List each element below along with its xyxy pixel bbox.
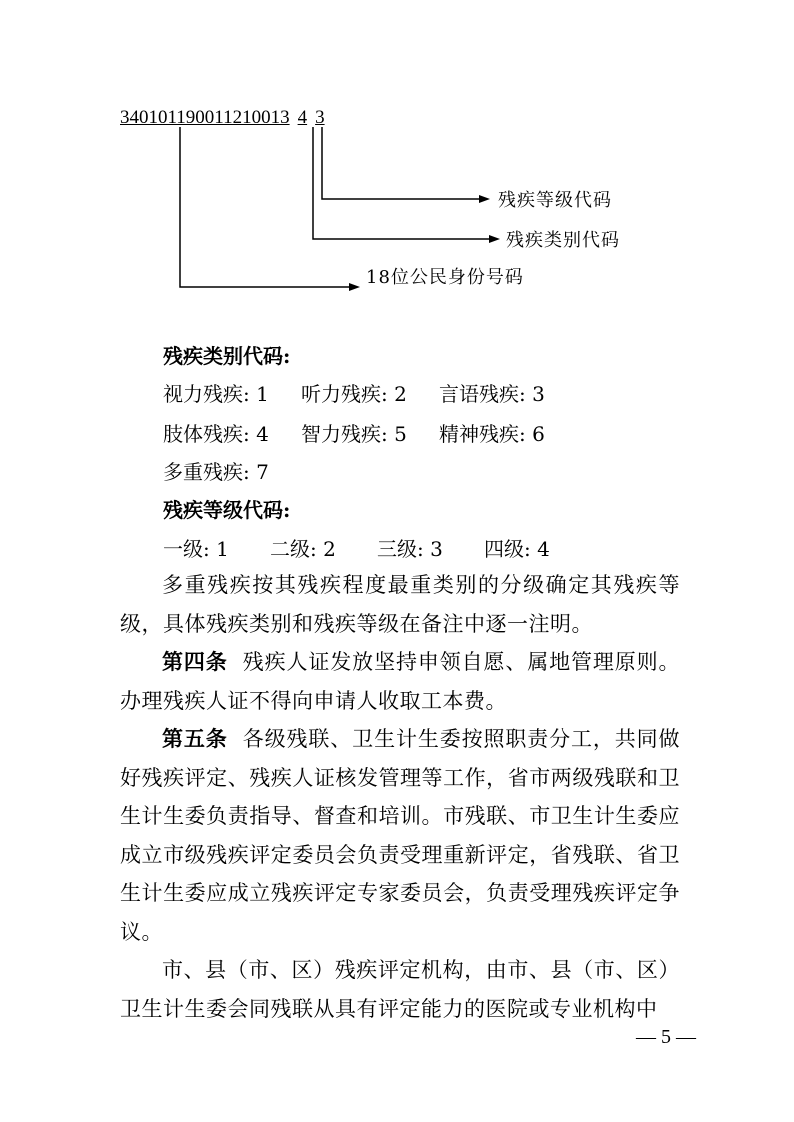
grade-row (163, 533, 550, 562)
body-text (120, 566, 680, 1028)
grade-item: 三级: 3 (377, 537, 443, 561)
category-row-2 (163, 418, 545, 447)
category-item: 言语残疾: 3 (439, 382, 545, 406)
article-5 (120, 720, 680, 951)
grade-item: 一级: 1 (163, 537, 229, 561)
category-row-1 (163, 378, 545, 407)
category-item: 听力残疾: 2 (301, 382, 407, 406)
category-row-3 (163, 456, 269, 485)
paragraph-assessment-institutions: 市、县（市、区）残疾评定机构，由市、县（市、区）卫生计生委会同残联从具有评定能力的医院或专业机构中 (120, 958, 680, 1021)
category-item: 肢体残疾: 4 (163, 422, 269, 446)
article-4 (120, 643, 680, 720)
grade-item: 二级: 2 (270, 537, 336, 561)
label-grade-code: 残疾等级代码 (498, 190, 612, 211)
category-item: 智力残疾: 5 (301, 422, 407, 446)
category-item: 精神残疾: 6 (439, 422, 545, 446)
id-number: 340101190011210013 (120, 107, 290, 128)
category-item: 多重残疾: 7 (163, 460, 269, 484)
paragraph-multiple-disability: 多重残疾按其残疾程度最重类别的分级确定其残疾等级，具体残疾类别和残疾等级在备注中逐一注明。 (120, 573, 680, 636)
id-code-line (120, 107, 325, 129)
category-digit: 4 (297, 107, 308, 128)
page-number: — 5 — (636, 1026, 696, 1048)
article-4-title: 第四条 (162, 649, 228, 674)
grade-item: 四级: 4 (484, 537, 550, 561)
category-item: 视力残疾: 1 (163, 382, 269, 406)
article-5-title: 第五条 (162, 726, 228, 751)
label-id-number: 18位公民身份号码 (366, 267, 524, 288)
grade-digit: 3 (315, 107, 325, 128)
article-5-text: 各级残联、卫生计生委按照职责分工，共同做好残疾评定、残疾人证核发管理等工作，省市两级残联和卫生计生委负责指导、督查和培训。市残联、市卫生计生委应成立市级残疾评定委员会负责受理重新评定，省残联、省卫生计生委应成立残疾评定专家委员会，负责受理残疾评定争议。 (120, 727, 681, 944)
label-category-code: 残疾类别代码 (506, 230, 620, 251)
article-4-text: 残疾人证发放坚持申领自愿、属地管理原则。办理残疾人证不得向申请人收取工本费。 (120, 650, 681, 713)
category-heading: 残疾类别代码: (163, 344, 291, 368)
grade-heading: 残疾等级代码: (163, 498, 291, 522)
